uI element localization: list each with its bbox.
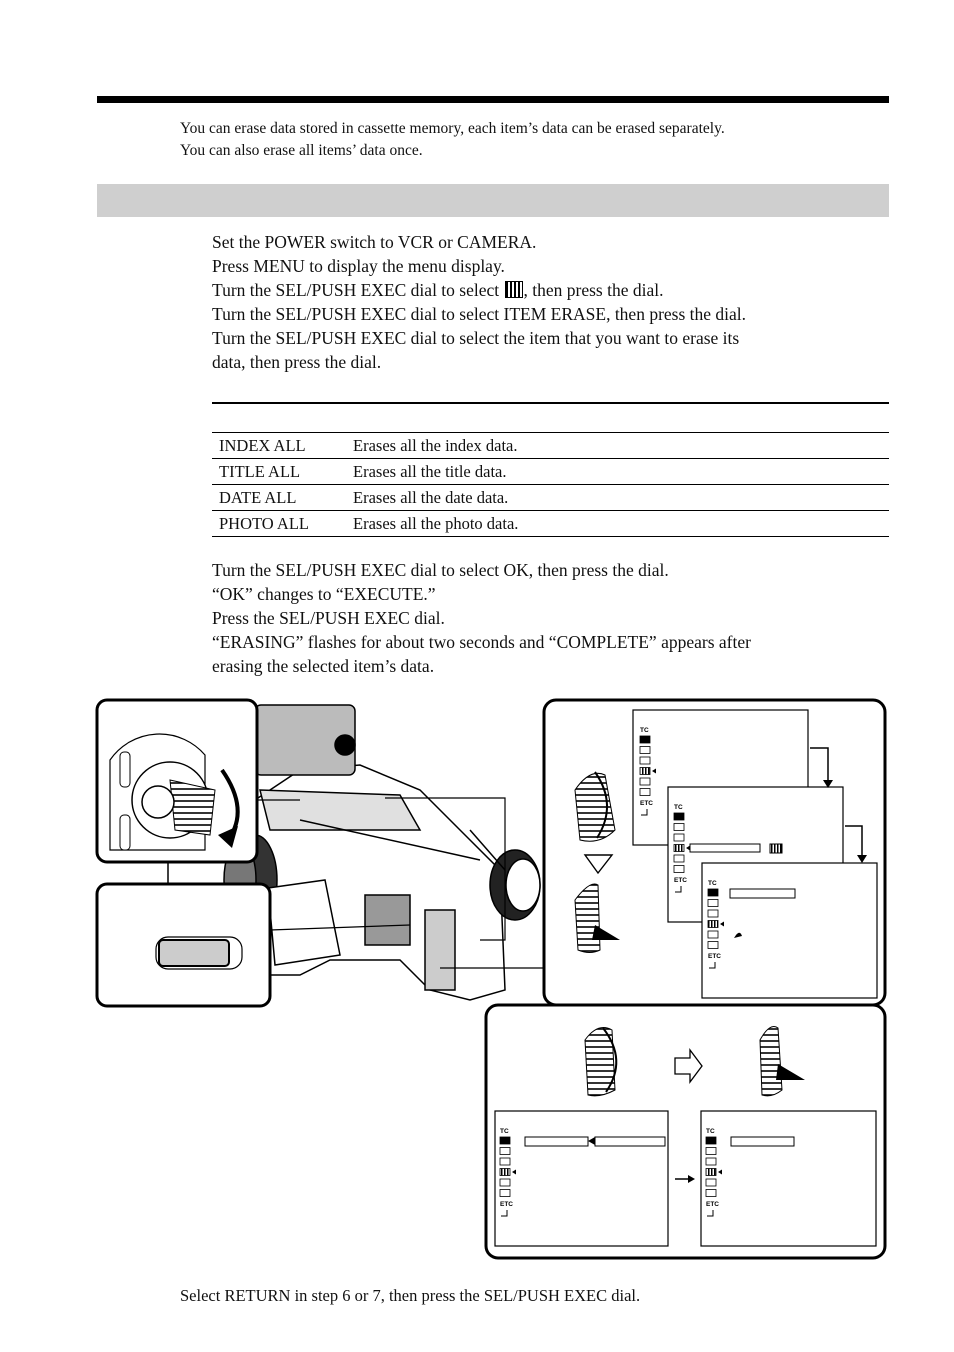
menu-item-icon: [500, 1148, 510, 1155]
menu-item-icon: [706, 1190, 716, 1197]
intro-text: You can erase data stored in cassette memory, each item’s data can be erased separately. You can also erase all items’ data once.: [180, 120, 725, 159]
menu-etc-label: ETC: [640, 800, 653, 807]
menu-button-callout: [97, 884, 270, 1006]
table-row: INDEX ALL Erases all the index data.: [212, 433, 889, 459]
step-5: Turn the SEL/PUSH EXEC dial to select the item that you want to erase its: [212, 328, 740, 348]
menu-item-icon: [640, 789, 650, 796]
step-7-note: “ERASING” flashes for about two seconds and “COMPLETE” appears after: [212, 632, 751, 652]
menu-item-icon: [640, 768, 650, 775]
menu-item-icon: [674, 845, 684, 852]
menu-tc-label: TC: [674, 804, 683, 811]
menu-item-icon: [674, 855, 684, 862]
menu-etc-label: ETC: [706, 1201, 719, 1208]
step-4: Turn the SEL/PUSH EXEC dial to select ITEM ERASE, then press the dial.: [212, 304, 747, 324]
menu-etc-label: ETC: [500, 1201, 513, 1208]
menu-etc-label: ETC: [708, 953, 721, 960]
menu-item-icon: [706, 1179, 716, 1186]
menu-item-icon: [708, 889, 718, 896]
menu-item-icon: [706, 1148, 716, 1155]
menu-item-icon: [640, 747, 650, 754]
step-7: Press the SEL/PUSH EXEC dial.: [212, 608, 445, 628]
menu-item-icon: [640, 736, 650, 743]
confirm-steps-panel: [486, 1005, 885, 1258]
step-7-note-cont: erasing the selected item’s data.: [212, 656, 435, 676]
table-row: TITLE ALL Erases all the title data.: [212, 459, 889, 485]
menu-item-icon: [500, 1137, 510, 1144]
menu-item-icon: [708, 910, 718, 917]
menu-item-icon: [500, 1179, 510, 1186]
step-1: Set the POWER switch to VCR or CAMERA.: [212, 232, 537, 252]
step-2: Press MENU to display the menu display.: [212, 256, 505, 276]
menu-item-icon: [674, 866, 684, 873]
menu-tc-label: TC: [706, 1128, 715, 1135]
step-3: Turn the SEL/PUSH EXEC dial to select , then press the dial.: [212, 280, 664, 300]
step-5-cont: data, then press the dial.: [212, 352, 382, 372]
menu-etc-label: ETC: [674, 877, 687, 884]
menu-item-icon: [708, 942, 718, 949]
menu-item-icon: [674, 824, 684, 831]
step-6: Turn the SEL/PUSH EXEC dial to select OK, then press the dial.: [212, 560, 669, 580]
footer-note: Select RETURN in step 6 or 7, then press the SEL/PUSH EXEC dial.: [180, 1286, 641, 1305]
menu-tc-label: TC: [500, 1128, 509, 1135]
menu-item-icon: [708, 921, 718, 928]
menu-tc-label: TC: [640, 727, 649, 734]
step-6-note: “OK” changes to “EXECUTE.”: [212, 584, 436, 604]
menu-item-icon: [708, 900, 718, 907]
menu-item-icon: [500, 1190, 510, 1197]
menu-item-icon: [674, 834, 684, 841]
menu-item-icon: [640, 778, 650, 785]
menu-item-icon: [706, 1158, 716, 1165]
menu-item-icon: [708, 931, 718, 938]
menu-item-icon: [706, 1169, 716, 1176]
table-row: PHOTO ALL Erases all the photo data.: [212, 511, 889, 537]
menu-item-icon: [500, 1169, 510, 1176]
menu-item-icon: [500, 1158, 510, 1165]
power-switch-callout: [97, 700, 257, 862]
table-row: DATE ALL Erases all the date data.: [212, 485, 889, 511]
menu-tc-label: TC: [708, 880, 717, 887]
menu-item-icon: [674, 813, 684, 820]
menu-item-icon: [706, 1137, 716, 1144]
menu-item-icon: [640, 757, 650, 764]
